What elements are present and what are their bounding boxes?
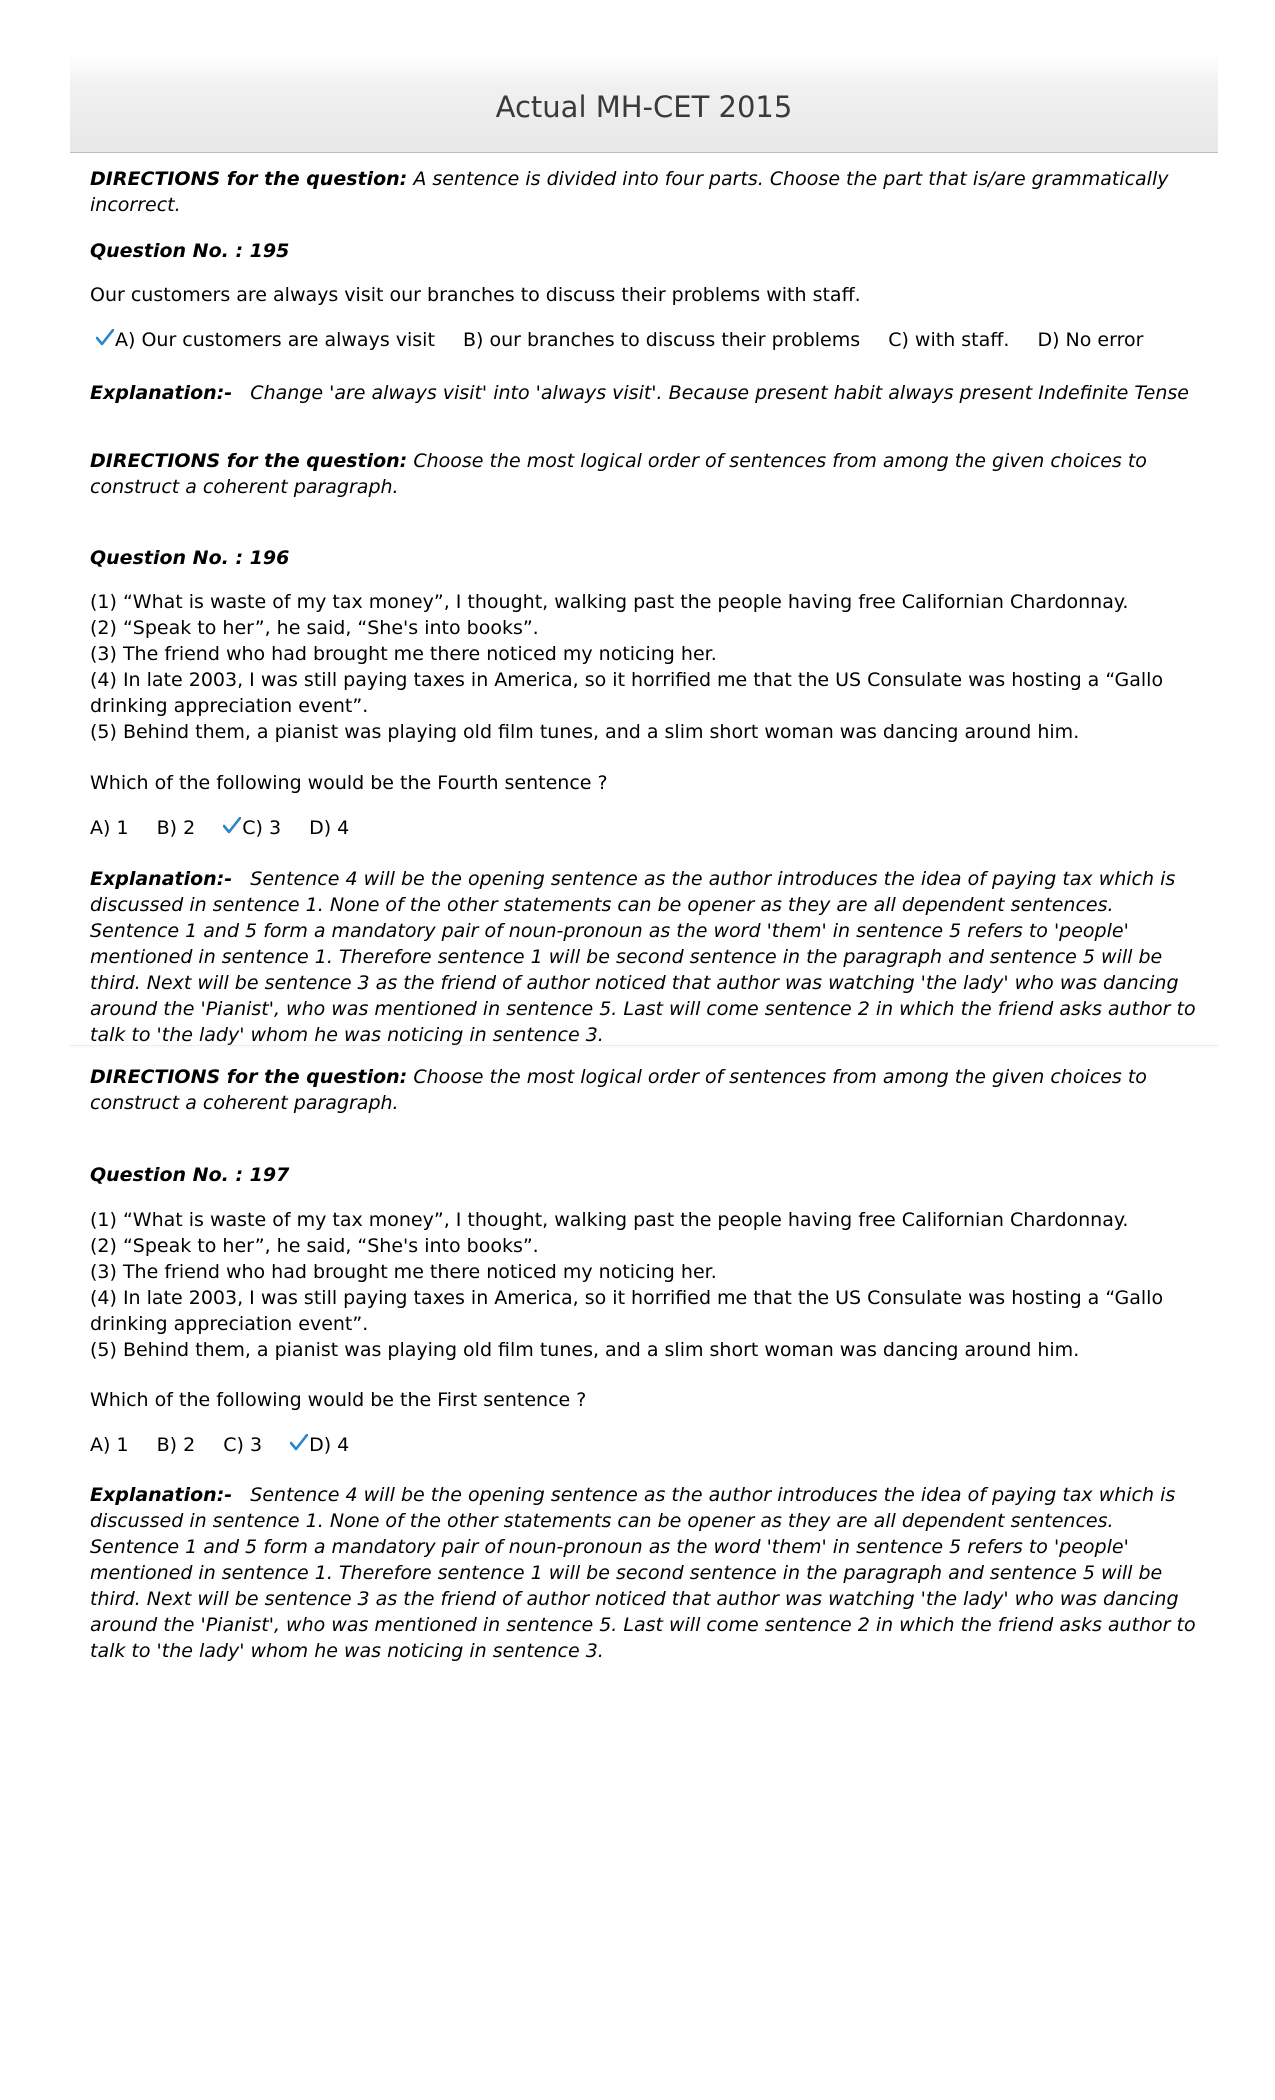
directions (90, 1064, 1200, 1116)
sentence-2: (2) “Speak to her”, he said, “She's into books”. (90, 1235, 539, 1257)
page-header (70, 56, 1218, 153)
option-label: A) 1 (90, 817, 129, 839)
option-label: C) 3 (242, 817, 282, 839)
question-prompt: Which of the following would be the Fourth sentence ? (90, 772, 608, 794)
option-a[interactable] (90, 1432, 129, 1458)
sentence-3: (3) The friend who had brought me there noticed my noticing her. (90, 643, 717, 665)
question-196 (90, 448, 1200, 500)
section-divider (70, 1045, 1218, 1046)
question-197-sentences (90, 1207, 1200, 1363)
question-195 (90, 166, 1200, 218)
directions-label: DIRECTIONS for the question: (90, 1066, 408, 1088)
question-196-sentences (90, 589, 1200, 745)
question-195-explanation (90, 380, 1200, 406)
question-197-number (90, 1162, 1200, 1188)
question-195-stem-block (90, 282, 1200, 308)
option-label: C) 3 (223, 1434, 263, 1456)
option-d[interactable] (1037, 327, 1143, 353)
directions-text: Choose the most logical order of sentences from among the given choices to construct a coherent paragraph. (90, 450, 1147, 498)
sentence-4: (4) In late 2003, I was still paying taxes in America, so it horrified me that the US Consulate was hosting a “Gallo drinking appreciation event”. (90, 669, 1164, 717)
sentence-2: (2) “Speak to her”, he said, “She's into books”. (90, 617, 539, 639)
question-197-prompt (90, 1387, 1200, 1413)
question-196-options (90, 815, 1200, 841)
question-prompt: Which of the following would be the First sentence ? (90, 1389, 587, 1411)
sentence-4: (4) In late 2003, I was still paying taxes in America, so it horrified me that the US Consulate was hosting a “Gallo drinking appreciation event”. (90, 1287, 1164, 1335)
question-196-number (90, 545, 1200, 571)
option-label: B) our branches to discuss their problems (462, 329, 861, 351)
checkmark-icon (223, 817, 241, 835)
explanation (90, 380, 1200, 406)
question-196-explanation (90, 866, 1200, 1048)
option-d[interactable] (290, 1432, 349, 1458)
checkmark-icon (96, 329, 114, 347)
option-label: B) 2 (156, 1434, 196, 1456)
sentence-5: (5) Behind them, a pianist was playing old film tunes, and a slim short woman was dancing around him. (90, 721, 1080, 743)
directions-label: DIRECTIONS for the question: (90, 168, 408, 190)
option-b[interactable] (157, 815, 196, 841)
option-label: B) 2 (156, 817, 196, 839)
explanation-text: Sentence 4 will be the opening sentence as the author introduces the idea of paying tax which is discussed in sentence 1. None of the other statements can be opener as they are all dependent sentences. Sentence 1 and 5 form a mandatory pair of noun-pronoun as the word 'them' in sentence 5 refers to 'people' mentioned in sentence 1. Therefore sentence 1 will be second sentence in the paragraph and sentence 5 will be third. Next will be sentence 3 as the friend of author noticed that author was watching 'the lady' who was dancing around the 'Pianist', who was mentioned in sentence 5. Last will come sentence 2 in which the friend asks author to talk to 'the lady' whom he was noticing in sentence 3. (90, 1484, 1202, 1662)
option-label: A) 1 (90, 1434, 129, 1456)
explanation (90, 866, 1200, 1048)
option-label: D) 4 (309, 1434, 350, 1456)
question-stem: Our customers are always visit our branches to discuss their problems with staff. (90, 284, 861, 306)
directions (90, 166, 1200, 218)
question-197 (90, 1064, 1200, 1116)
sentence-5: (5) Behind them, a pianist was playing old film tunes, and a slim short woman was dancing around him. (90, 1339, 1080, 1361)
directions-label: DIRECTIONS for the question: (90, 450, 408, 472)
checkmark-icon (290, 1434, 308, 1452)
option-a[interactable] (90, 815, 129, 841)
explanation-label: Explanation:- (90, 1484, 233, 1506)
question-number: Question No. : 197 (90, 1164, 290, 1186)
option-c[interactable] (223, 815, 281, 841)
question-197-explanation (90, 1482, 1200, 1664)
question-number: Question No. : 195 (90, 240, 290, 262)
sentence-1: (1) “What is waste of my tax money”, I thought, walking past the people having free Californian Chardonnay. (90, 1209, 1129, 1231)
explanation-label: Explanation:- (90, 868, 233, 890)
option-d[interactable] (309, 815, 349, 841)
option-label: D) 4 (309, 817, 350, 839)
directions (90, 448, 1200, 500)
option-b[interactable] (463, 327, 860, 353)
option-label: D) No error (1037, 329, 1144, 351)
question-197-options (90, 1432, 1200, 1458)
explanation-text: Change 'are always visit' into 'always visit'. Because present habit always present Indefinite Tense (232, 382, 1189, 404)
option-b[interactable] (157, 1432, 196, 1458)
explanation-text: Sentence 4 will be the opening sentence as the author introduces the idea of paying tax which is discussed in sentence 1. None of the other statements can be opener as they are all dependent sentences. Sentence 1 and 5 form a mandatory pair of noun-pronoun as the word 'them' in sentence 5 refers to 'people' mentioned in sentence 1. Therefore sentence 1 will be second sentence in the paragraph and sentence 5 will be third. Next will be sentence 3 as the friend of author noticed that author was watching 'the lady' who was dancing around the 'Pianist', who was mentioned in sentence 5. Last will come sentence 2 in which the friend asks author to talk to 'the lady' whom he was noticing in sentence 3. (90, 868, 1202, 1046)
sentence-3: (3) The friend who had brought me there noticed my noticing her. (90, 1261, 717, 1283)
explanation (90, 1482, 1200, 1664)
sentence-1: (1) “What is waste of my tax money”, I thought, walking past the people having free Californian Chardonnay. (90, 591, 1129, 613)
option-label: A) Our customers are always visit (115, 329, 435, 351)
option-a[interactable] (96, 327, 435, 353)
question-195-options (96, 327, 1206, 353)
option-c[interactable] (888, 327, 1009, 353)
explanation-label: Explanation:- (90, 382, 233, 404)
question-number: Question No. : 196 (90, 547, 290, 569)
page-title: Actual MH-CET 2015 (495, 90, 793, 124)
question-195-number (90, 238, 1200, 264)
directions-text: A sentence is divided into four parts. Choose the part that is/are grammatically incorrect. (90, 168, 1169, 216)
option-c[interactable] (223, 1432, 262, 1458)
option-label: C) with staff. (888, 329, 1010, 351)
directions-text: Choose the most logical order of sentences from among the given choices to construct a coherent paragraph. (90, 1066, 1147, 1114)
question-196-prompt (90, 770, 1200, 796)
